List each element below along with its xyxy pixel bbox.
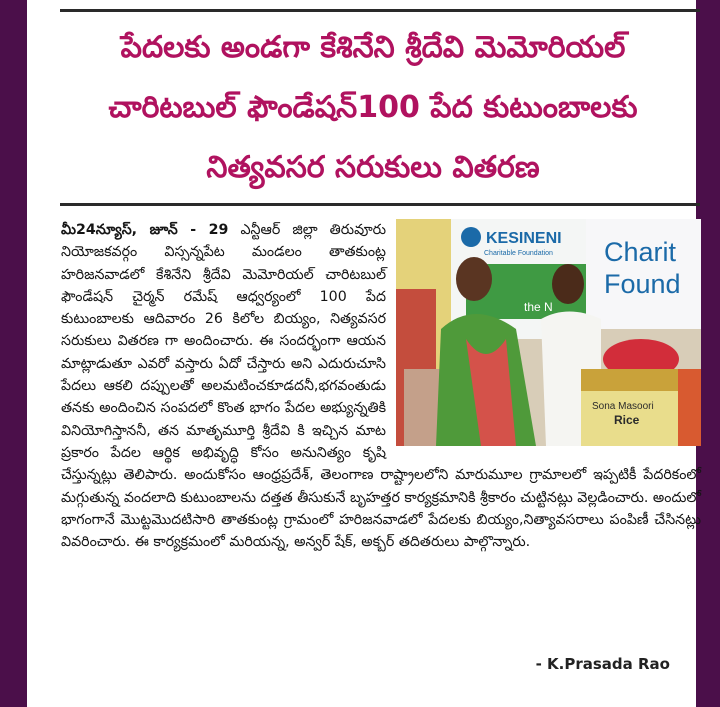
article-body: ఎన్టీఆర్ జిల్లా తిరువూరు నియోజకవర్గం విస్సన్నపేట మండలం తాతకుంట్ల హరిజనవాడలో కేశినేని శ్రీదేవి మెమోరియల్ చారిటబుల్ ఫౌండేషన్ చైర్మన్ రమేష్ ఆధ్వర్యంలో 100 పేద కుటుంబాలకు ఆదివారం 26 కిలోల బియ్యం, నిత్యవసర సరుకులు వితరణ గా అందించారు. ఈ సందర్భంగా ఆయన మాట్లాడుతూ ఎవరో వస్తారు ఏదో చేస్తారు అని ఎదురుచూసి పేదలు ఆకలి దప్పులతో అలమటించకూడదనీ,భగవంతుడు తనకు అందించిన సంపదలో కొంత భాగం పేదల అభ్యున్నతికి వినియోగిస్తాననీ, తన మాతృమూర్తి శ్రీదేవి కి ఇచ్చిన మాట ప్రకారం పేదల ఆర్థిక అభివృద్ధి కోసం అనునిత్యం కృషి చేస్తున్నట్లు తెలిపారు. అందుకోసం ఆంధ్రప్రదేశ్, తెలంగాణ రాష్ట్రాలలోని మారుమూల గ్రామాలలో ఇప్పటికీ పేదరికంలో మగ్గుతున్న వందలాది కుటుంబాలను దత్తత తీసుకునే బృహత్తర కార్యక్రమానికి శ్రీకారం చుట్టినట్లు వెల్లడించారు. అందులో భాగంగానే మొట్టమొదటిసారి తాతకుంట్ల గ్రామంలో హరిజనవాడలో పేదలకు బియ్యం,నిత్యావసరాలు పంపిణీ చేసినట్లు వివరించారు. ఈ కార్యక్రమంలో మరియన్న, అన్వర్ షేక్, అక్బర్ తదితరులు పాల్గొన్నారు. [61,222,701,551]
banner-right-text-2: Found [604,269,681,299]
banner-small-text: Charitable Foundation [484,250,553,257]
top-rule [60,9,700,12]
banner-green-text: the N [524,300,553,314]
banner-right-text-1: Charit [604,237,677,267]
byline: - K.Prasada Rao [535,655,670,673]
headline-rule [60,203,700,206]
bag-brand-text: Sona Masoori [592,401,654,412]
left-frame-border [0,0,27,707]
article-dateline: మీ24న్యూస్, జూన్ - 29 [61,222,229,238]
news-card [27,0,701,707]
article [61,219,701,553]
bag-word-text: Rice [614,413,640,427]
headline-line-2: చారిటబుల్ ఫౌండేషన్100 పేద కుటుంబాలకు [108,90,638,125]
headline-line-1: పేదలకు అండగా కేశినేని శ్రీదేవి మెమోరియల్ [120,30,626,65]
event-photo [396,219,701,446]
headline [47,18,699,198]
banner-logo-text: KESINENI [486,230,562,247]
photo-illustration [396,219,701,446]
headline-line-3: నిత్యవసర సరుకులు వితరణ [206,150,540,185]
